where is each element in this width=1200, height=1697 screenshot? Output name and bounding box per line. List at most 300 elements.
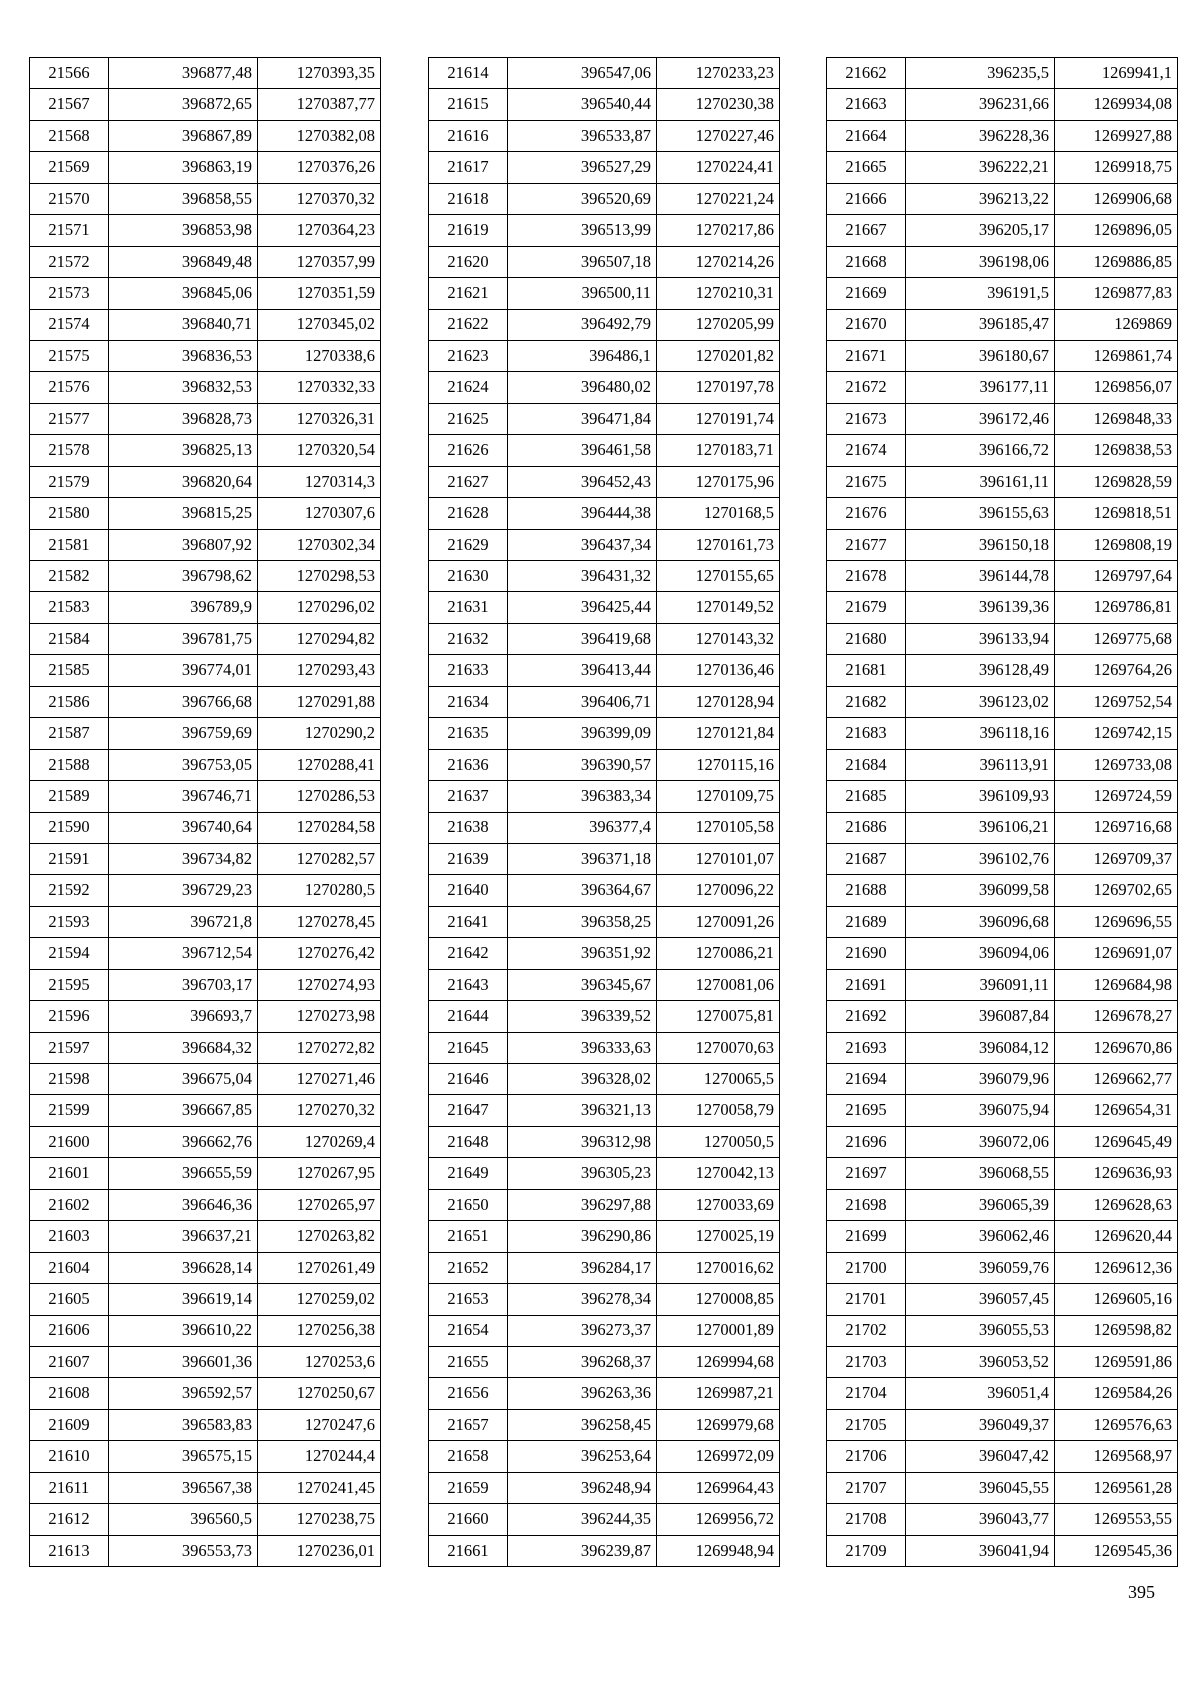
y-coordinate-cell: 1270282,57 bbox=[258, 843, 381, 874]
point-number-cell: 21675 bbox=[827, 466, 906, 497]
point-number-cell: 21601 bbox=[30, 1158, 109, 1189]
point-number-cell: 21618 bbox=[429, 183, 508, 214]
x-coordinate-cell: 396284,17 bbox=[508, 1252, 657, 1283]
point-number-cell: 21592 bbox=[30, 875, 109, 906]
point-number-cell: 21625 bbox=[429, 403, 508, 434]
table-row bbox=[30, 1409, 381, 1440]
point-number-cell: 21701 bbox=[827, 1284, 906, 1315]
point-number-cell: 21594 bbox=[30, 938, 109, 969]
table-row bbox=[827, 1001, 1178, 1032]
table-row bbox=[429, 152, 780, 183]
point-number-cell: 21642 bbox=[429, 938, 508, 969]
table-row bbox=[30, 781, 381, 812]
x-coordinate-cell: 396248,94 bbox=[508, 1472, 657, 1503]
table-row bbox=[30, 655, 381, 686]
point-number-cell: 21679 bbox=[827, 592, 906, 623]
point-number-cell: 21620 bbox=[429, 246, 508, 277]
x-coordinate-cell: 396828,73 bbox=[109, 403, 258, 434]
y-coordinate-cell: 1269808,19 bbox=[1055, 529, 1178, 560]
point-number-cell: 21678 bbox=[827, 561, 906, 592]
point-number-cell: 21572 bbox=[30, 246, 109, 277]
point-number-cell: 21617 bbox=[429, 152, 508, 183]
x-coordinate-cell: 396072,06 bbox=[906, 1126, 1055, 1157]
y-coordinate-cell: 1269786,81 bbox=[1055, 592, 1178, 623]
table-row bbox=[827, 969, 1178, 1000]
point-number-cell: 21576 bbox=[30, 372, 109, 403]
x-coordinate-cell: 396049,37 bbox=[906, 1409, 1055, 1440]
y-coordinate-cell: 1269948,94 bbox=[657, 1535, 780, 1566]
table-row bbox=[827, 89, 1178, 120]
y-coordinate-cell: 1269645,49 bbox=[1055, 1126, 1178, 1157]
point-number-cell: 21683 bbox=[827, 718, 906, 749]
table-row bbox=[827, 466, 1178, 497]
point-number-cell: 21666 bbox=[827, 183, 906, 214]
table-row bbox=[827, 1504, 1178, 1535]
y-coordinate-cell: 1270290,2 bbox=[258, 718, 381, 749]
y-coordinate-cell: 1269605,16 bbox=[1055, 1284, 1178, 1315]
x-coordinate-cell: 396180,67 bbox=[906, 340, 1055, 371]
y-coordinate-cell: 1269662,77 bbox=[1055, 1064, 1178, 1095]
point-number-cell: 21643 bbox=[429, 969, 508, 1000]
table-row bbox=[827, 718, 1178, 749]
x-coordinate-cell: 396161,11 bbox=[906, 466, 1055, 497]
x-coordinate-cell: 396575,15 bbox=[109, 1441, 258, 1472]
x-coordinate-cell: 396789,9 bbox=[109, 592, 258, 623]
y-coordinate-cell: 1269896,05 bbox=[1055, 215, 1178, 246]
x-coordinate-cell: 396371,18 bbox=[508, 843, 657, 874]
y-coordinate-cell: 1269691,07 bbox=[1055, 938, 1178, 969]
point-number-cell: 21621 bbox=[429, 278, 508, 309]
x-coordinate-cell: 396351,92 bbox=[508, 938, 657, 969]
x-coordinate-cell: 396729,23 bbox=[109, 875, 258, 906]
point-number-cell: 21685 bbox=[827, 781, 906, 812]
point-number-cell: 21632 bbox=[429, 623, 508, 654]
y-coordinate-cell: 1270238,75 bbox=[258, 1504, 381, 1535]
table-row bbox=[827, 1126, 1178, 1157]
y-coordinate-cell: 1270263,82 bbox=[258, 1221, 381, 1252]
y-coordinate-cell: 1270155,65 bbox=[657, 561, 780, 592]
table-row bbox=[827, 340, 1178, 371]
y-coordinate-cell: 1269628,63 bbox=[1055, 1189, 1178, 1220]
y-coordinate-cell: 1270070,63 bbox=[657, 1032, 780, 1063]
table-row bbox=[429, 498, 780, 529]
point-number-cell: 21574 bbox=[30, 309, 109, 340]
table-row bbox=[429, 309, 780, 340]
table-row bbox=[429, 1472, 780, 1503]
x-coordinate-cell: 396345,67 bbox=[508, 969, 657, 1000]
point-number-cell: 21615 bbox=[429, 89, 508, 120]
y-coordinate-cell: 1269576,63 bbox=[1055, 1409, 1178, 1440]
point-number-cell: 21637 bbox=[429, 781, 508, 812]
point-number-cell: 21584 bbox=[30, 623, 109, 654]
table-row bbox=[30, 1126, 381, 1157]
table-row bbox=[429, 623, 780, 654]
x-coordinate-cell: 396667,85 bbox=[109, 1095, 258, 1126]
table-row bbox=[827, 309, 1178, 340]
x-coordinate-cell: 396413,44 bbox=[508, 655, 657, 686]
y-coordinate-cell: 1270265,97 bbox=[258, 1189, 381, 1220]
x-coordinate-cell: 396721,8 bbox=[109, 906, 258, 937]
y-coordinate-cell: 1269918,75 bbox=[1055, 152, 1178, 183]
point-number-cell: 21674 bbox=[827, 435, 906, 466]
y-coordinate-cell: 1270288,41 bbox=[258, 749, 381, 780]
table-row bbox=[30, 1064, 381, 1095]
table-row bbox=[827, 152, 1178, 183]
x-coordinate-cell: 396533,87 bbox=[508, 120, 657, 151]
table-row bbox=[827, 1189, 1178, 1220]
x-coordinate-cell: 396155,63 bbox=[906, 498, 1055, 529]
y-coordinate-cell: 1269877,83 bbox=[1055, 278, 1178, 309]
x-coordinate-cell: 396520,69 bbox=[508, 183, 657, 214]
y-coordinate-cell: 1270298,53 bbox=[258, 561, 381, 592]
x-coordinate-cell: 396867,89 bbox=[109, 120, 258, 151]
x-coordinate-cell: 396567,38 bbox=[109, 1472, 258, 1503]
table-row bbox=[30, 403, 381, 434]
table-row bbox=[429, 1126, 780, 1157]
table-row bbox=[827, 749, 1178, 780]
y-coordinate-cell: 1270227,46 bbox=[657, 120, 780, 151]
x-coordinate-cell: 396863,19 bbox=[109, 152, 258, 183]
y-coordinate-cell: 1269545,36 bbox=[1055, 1535, 1178, 1566]
x-coordinate-cell: 396133,94 bbox=[906, 623, 1055, 654]
y-coordinate-cell: 1270250,67 bbox=[258, 1378, 381, 1409]
x-coordinate-cell: 396166,72 bbox=[906, 435, 1055, 466]
x-coordinate-cell: 396065,39 bbox=[906, 1189, 1055, 1220]
x-coordinate-cell: 396297,88 bbox=[508, 1189, 657, 1220]
x-coordinate-cell: 396253,64 bbox=[508, 1441, 657, 1472]
point-number-cell: 21583 bbox=[30, 592, 109, 623]
x-coordinate-cell: 396820,64 bbox=[109, 466, 258, 497]
y-coordinate-cell: 1270168,5 bbox=[657, 498, 780, 529]
x-coordinate-cell: 396053,52 bbox=[906, 1346, 1055, 1377]
x-coordinate-cell: 396807,92 bbox=[109, 529, 258, 560]
y-coordinate-cell: 1270121,84 bbox=[657, 718, 780, 749]
x-coordinate-cell: 396547,06 bbox=[508, 58, 657, 89]
x-coordinate-cell: 396872,65 bbox=[109, 89, 258, 120]
table-row bbox=[827, 781, 1178, 812]
y-coordinate-cell: 1270161,73 bbox=[657, 529, 780, 560]
table-row bbox=[827, 1346, 1178, 1377]
point-number-cell: 21577 bbox=[30, 403, 109, 434]
y-coordinate-cell: 1269612,36 bbox=[1055, 1252, 1178, 1283]
y-coordinate-cell: 1269568,97 bbox=[1055, 1441, 1178, 1472]
point-number-cell: 21686 bbox=[827, 812, 906, 843]
table-row bbox=[429, 183, 780, 214]
x-coordinate-cell: 396759,69 bbox=[109, 718, 258, 749]
point-number-cell: 21672 bbox=[827, 372, 906, 403]
x-coordinate-cell: 396774,01 bbox=[109, 655, 258, 686]
x-coordinate-cell: 396263,36 bbox=[508, 1378, 657, 1409]
y-coordinate-cell: 1270302,34 bbox=[258, 529, 381, 560]
table-row bbox=[429, 246, 780, 277]
table-row bbox=[827, 1064, 1178, 1095]
table-row bbox=[30, 718, 381, 749]
point-number-cell: 21644 bbox=[429, 1001, 508, 1032]
x-coordinate-cell: 396662,76 bbox=[109, 1126, 258, 1157]
x-coordinate-cell: 396425,44 bbox=[508, 592, 657, 623]
y-coordinate-cell: 1269702,65 bbox=[1055, 875, 1178, 906]
table-row bbox=[30, 1221, 381, 1252]
table-row bbox=[429, 58, 780, 89]
table-row bbox=[429, 372, 780, 403]
point-number-cell: 21611 bbox=[30, 1472, 109, 1503]
y-coordinate-cell: 1270214,26 bbox=[657, 246, 780, 277]
point-number-cell: 21698 bbox=[827, 1189, 906, 1220]
x-coordinate-cell: 396684,32 bbox=[109, 1032, 258, 1063]
table-row bbox=[429, 655, 780, 686]
x-coordinate-cell: 396740,64 bbox=[109, 812, 258, 843]
y-coordinate-cell: 1269941,1 bbox=[1055, 58, 1178, 89]
point-number-cell: 21634 bbox=[429, 686, 508, 717]
y-coordinate-cell: 1270320,54 bbox=[258, 435, 381, 466]
y-coordinate-cell: 1269906,68 bbox=[1055, 183, 1178, 214]
point-number-cell: 21604 bbox=[30, 1252, 109, 1283]
table-row bbox=[827, 592, 1178, 623]
point-number-cell: 21658 bbox=[429, 1441, 508, 1472]
point-number-cell: 21689 bbox=[827, 906, 906, 937]
point-number-cell: 21593 bbox=[30, 906, 109, 937]
table-row bbox=[429, 340, 780, 371]
table-row bbox=[827, 1252, 1178, 1283]
y-coordinate-cell: 1270016,62 bbox=[657, 1252, 780, 1283]
table-row bbox=[429, 215, 780, 246]
x-coordinate-cell: 396139,36 bbox=[906, 592, 1055, 623]
point-number-cell: 21614 bbox=[429, 58, 508, 89]
x-coordinate-cell: 396047,42 bbox=[906, 1441, 1055, 1472]
y-coordinate-cell: 1270105,58 bbox=[657, 812, 780, 843]
table-row bbox=[429, 843, 780, 874]
y-coordinate-cell: 1269733,08 bbox=[1055, 749, 1178, 780]
table-row bbox=[30, 120, 381, 151]
coordinates-table-3 bbox=[826, 57, 1178, 1567]
y-coordinate-cell: 1269964,43 bbox=[657, 1472, 780, 1503]
point-number-cell: 21580 bbox=[30, 498, 109, 529]
table-row bbox=[30, 1535, 381, 1566]
table-row bbox=[429, 403, 780, 434]
table-row bbox=[30, 686, 381, 717]
x-coordinate-cell: 396628,14 bbox=[109, 1252, 258, 1283]
x-coordinate-cell: 396637,21 bbox=[109, 1221, 258, 1252]
y-coordinate-cell: 1270136,46 bbox=[657, 655, 780, 686]
table-row bbox=[827, 529, 1178, 560]
y-coordinate-cell: 1270332,33 bbox=[258, 372, 381, 403]
y-coordinate-cell: 1270284,58 bbox=[258, 812, 381, 843]
table-row bbox=[429, 718, 780, 749]
x-coordinate-cell: 396059,76 bbox=[906, 1252, 1055, 1283]
y-coordinate-cell: 1270143,32 bbox=[657, 623, 780, 654]
table-row bbox=[827, 875, 1178, 906]
x-coordinate-cell: 396268,37 bbox=[508, 1346, 657, 1377]
x-coordinate-cell: 396222,21 bbox=[906, 152, 1055, 183]
point-number-cell: 21656 bbox=[429, 1378, 508, 1409]
point-number-cell: 21598 bbox=[30, 1064, 109, 1095]
point-number-cell: 21669 bbox=[827, 278, 906, 309]
y-coordinate-cell: 1270075,81 bbox=[657, 1001, 780, 1032]
table-row bbox=[827, 655, 1178, 686]
y-coordinate-cell: 1269561,28 bbox=[1055, 1472, 1178, 1503]
point-number-cell: 21596 bbox=[30, 1001, 109, 1032]
y-coordinate-cell: 1270272,82 bbox=[258, 1032, 381, 1063]
y-coordinate-cell: 1270050,5 bbox=[657, 1126, 780, 1157]
point-number-cell: 21585 bbox=[30, 655, 109, 686]
y-coordinate-cell: 1270183,71 bbox=[657, 435, 780, 466]
y-coordinate-cell: 1270247,6 bbox=[258, 1409, 381, 1440]
point-number-cell: 21647 bbox=[429, 1095, 508, 1126]
y-coordinate-cell: 1269684,98 bbox=[1055, 969, 1178, 1000]
x-coordinate-cell: 396172,46 bbox=[906, 403, 1055, 434]
x-coordinate-cell: 396390,57 bbox=[508, 749, 657, 780]
point-number-cell: 21657 bbox=[429, 1409, 508, 1440]
table-row bbox=[30, 623, 381, 654]
point-number-cell: 21645 bbox=[429, 1032, 508, 1063]
x-coordinate-cell: 396619,14 bbox=[109, 1284, 258, 1315]
point-number-cell: 21663 bbox=[827, 89, 906, 120]
x-coordinate-cell: 396858,55 bbox=[109, 183, 258, 214]
y-coordinate-cell: 1270042,13 bbox=[657, 1158, 780, 1189]
point-number-cell: 21633 bbox=[429, 655, 508, 686]
table-row bbox=[827, 183, 1178, 214]
table-row bbox=[30, 969, 381, 1000]
x-coordinate-cell: 396646,36 bbox=[109, 1189, 258, 1220]
x-coordinate-cell: 396845,06 bbox=[109, 278, 258, 309]
x-coordinate-cell: 396305,23 bbox=[508, 1158, 657, 1189]
x-coordinate-cell: 396109,93 bbox=[906, 781, 1055, 812]
y-coordinate-cell: 1269654,31 bbox=[1055, 1095, 1178, 1126]
x-coordinate-cell: 396079,96 bbox=[906, 1064, 1055, 1095]
x-coordinate-cell: 396815,25 bbox=[109, 498, 258, 529]
point-number-cell: 21664 bbox=[827, 120, 906, 151]
x-coordinate-cell: 396228,36 bbox=[906, 120, 1055, 151]
table-row bbox=[429, 1378, 780, 1409]
point-number-cell: 21600 bbox=[30, 1126, 109, 1157]
table-row bbox=[827, 561, 1178, 592]
point-number-cell: 21690 bbox=[827, 938, 906, 969]
y-coordinate-cell: 1270109,75 bbox=[657, 781, 780, 812]
x-coordinate-cell: 396244,35 bbox=[508, 1504, 657, 1535]
table-row bbox=[827, 215, 1178, 246]
y-coordinate-cell: 1270244,4 bbox=[258, 1441, 381, 1472]
x-coordinate-cell: 396492,79 bbox=[508, 309, 657, 340]
table-row bbox=[827, 906, 1178, 937]
x-coordinate-cell: 396675,04 bbox=[109, 1064, 258, 1095]
y-coordinate-cell: 1270271,46 bbox=[258, 1064, 381, 1095]
y-coordinate-cell: 1270393,35 bbox=[258, 58, 381, 89]
y-coordinate-cell: 1270314,3 bbox=[258, 466, 381, 497]
table-row bbox=[827, 623, 1178, 654]
table-row bbox=[30, 1315, 381, 1346]
point-number-cell: 21586 bbox=[30, 686, 109, 717]
y-coordinate-cell: 1269742,15 bbox=[1055, 718, 1178, 749]
x-coordinate-cell: 396051,4 bbox=[906, 1378, 1055, 1409]
y-coordinate-cell: 1269591,86 bbox=[1055, 1346, 1178, 1377]
point-number-cell: 21659 bbox=[429, 1472, 508, 1503]
x-coordinate-cell: 396461,58 bbox=[508, 435, 657, 466]
point-number-cell: 21568 bbox=[30, 120, 109, 151]
x-coordinate-cell: 396333,63 bbox=[508, 1032, 657, 1063]
y-coordinate-cell: 1270278,45 bbox=[258, 906, 381, 937]
x-coordinate-cell: 396655,59 bbox=[109, 1158, 258, 1189]
point-number-cell: 21665 bbox=[827, 152, 906, 183]
y-coordinate-cell: 1269764,26 bbox=[1055, 655, 1178, 686]
point-number-cell: 21704 bbox=[827, 1378, 906, 1409]
point-number-cell: 21636 bbox=[429, 749, 508, 780]
y-coordinate-cell: 1270280,5 bbox=[258, 875, 381, 906]
point-number-cell: 21610 bbox=[30, 1441, 109, 1472]
x-coordinate-cell: 396177,11 bbox=[906, 372, 1055, 403]
point-number-cell: 21655 bbox=[429, 1346, 508, 1377]
x-coordinate-cell: 396150,18 bbox=[906, 529, 1055, 560]
point-number-cell: 21613 bbox=[30, 1535, 109, 1566]
x-coordinate-cell: 396825,13 bbox=[109, 435, 258, 466]
point-number-cell: 21646 bbox=[429, 1064, 508, 1095]
table-row bbox=[827, 1315, 1178, 1346]
y-coordinate-cell: 1269972,09 bbox=[657, 1441, 780, 1472]
x-coordinate-cell: 396610,22 bbox=[109, 1315, 258, 1346]
coordinates-table-3-body bbox=[827, 58, 1178, 1567]
table-row bbox=[429, 875, 780, 906]
x-coordinate-cell: 396144,78 bbox=[906, 561, 1055, 592]
point-number-cell: 21638 bbox=[429, 812, 508, 843]
page-number: 395 bbox=[1128, 1582, 1155, 1602]
table-row bbox=[30, 1095, 381, 1126]
x-coordinate-cell: 396486,1 bbox=[508, 340, 657, 371]
y-coordinate-cell: 1270201,82 bbox=[657, 340, 780, 371]
table-row bbox=[429, 278, 780, 309]
y-coordinate-cell: 1270001,89 bbox=[657, 1315, 780, 1346]
table-row bbox=[827, 1284, 1178, 1315]
table-row bbox=[30, 1346, 381, 1377]
y-coordinate-cell: 1270210,31 bbox=[657, 278, 780, 309]
point-number-cell: 21693 bbox=[827, 1032, 906, 1063]
y-coordinate-cell: 1270091,26 bbox=[657, 906, 780, 937]
table-row bbox=[429, 938, 780, 969]
table-row bbox=[30, 466, 381, 497]
x-coordinate-cell: 396185,47 bbox=[906, 309, 1055, 340]
y-coordinate-cell: 1270221,24 bbox=[657, 183, 780, 214]
y-coordinate-cell: 1270286,53 bbox=[258, 781, 381, 812]
point-number-cell: 21706 bbox=[827, 1441, 906, 1472]
x-coordinate-cell: 396075,94 bbox=[906, 1095, 1055, 1126]
table-row bbox=[429, 1535, 780, 1566]
table-row bbox=[827, 1535, 1178, 1566]
y-coordinate-cell: 1269696,55 bbox=[1055, 906, 1178, 937]
point-number-cell: 21670 bbox=[827, 309, 906, 340]
point-number-cell: 21673 bbox=[827, 403, 906, 434]
table-row bbox=[30, 309, 381, 340]
point-number-cell: 21589 bbox=[30, 781, 109, 812]
y-coordinate-cell: 1269987,21 bbox=[657, 1378, 780, 1409]
table-row bbox=[827, 1221, 1178, 1252]
table-row bbox=[827, 1409, 1178, 1440]
y-coordinate-cell: 1269724,59 bbox=[1055, 781, 1178, 812]
x-coordinate-cell: 396746,71 bbox=[109, 781, 258, 812]
x-coordinate-cell: 396712,54 bbox=[109, 938, 258, 969]
x-coordinate-cell: 396113,91 bbox=[906, 749, 1055, 780]
y-coordinate-cell: 1270256,38 bbox=[258, 1315, 381, 1346]
y-coordinate-cell: 1269828,59 bbox=[1055, 466, 1178, 497]
table-row bbox=[30, 340, 381, 371]
table-row bbox=[30, 89, 381, 120]
point-number-cell: 21605 bbox=[30, 1284, 109, 1315]
y-coordinate-cell: 1270326,31 bbox=[258, 403, 381, 434]
point-number-cell: 21573 bbox=[30, 278, 109, 309]
table-row bbox=[429, 592, 780, 623]
y-coordinate-cell: 1269869 bbox=[1055, 309, 1178, 340]
point-number-cell: 21695 bbox=[827, 1095, 906, 1126]
point-number-cell: 21640 bbox=[429, 875, 508, 906]
y-coordinate-cell: 1270033,69 bbox=[657, 1189, 780, 1220]
y-coordinate-cell: 1270065,5 bbox=[657, 1064, 780, 1095]
